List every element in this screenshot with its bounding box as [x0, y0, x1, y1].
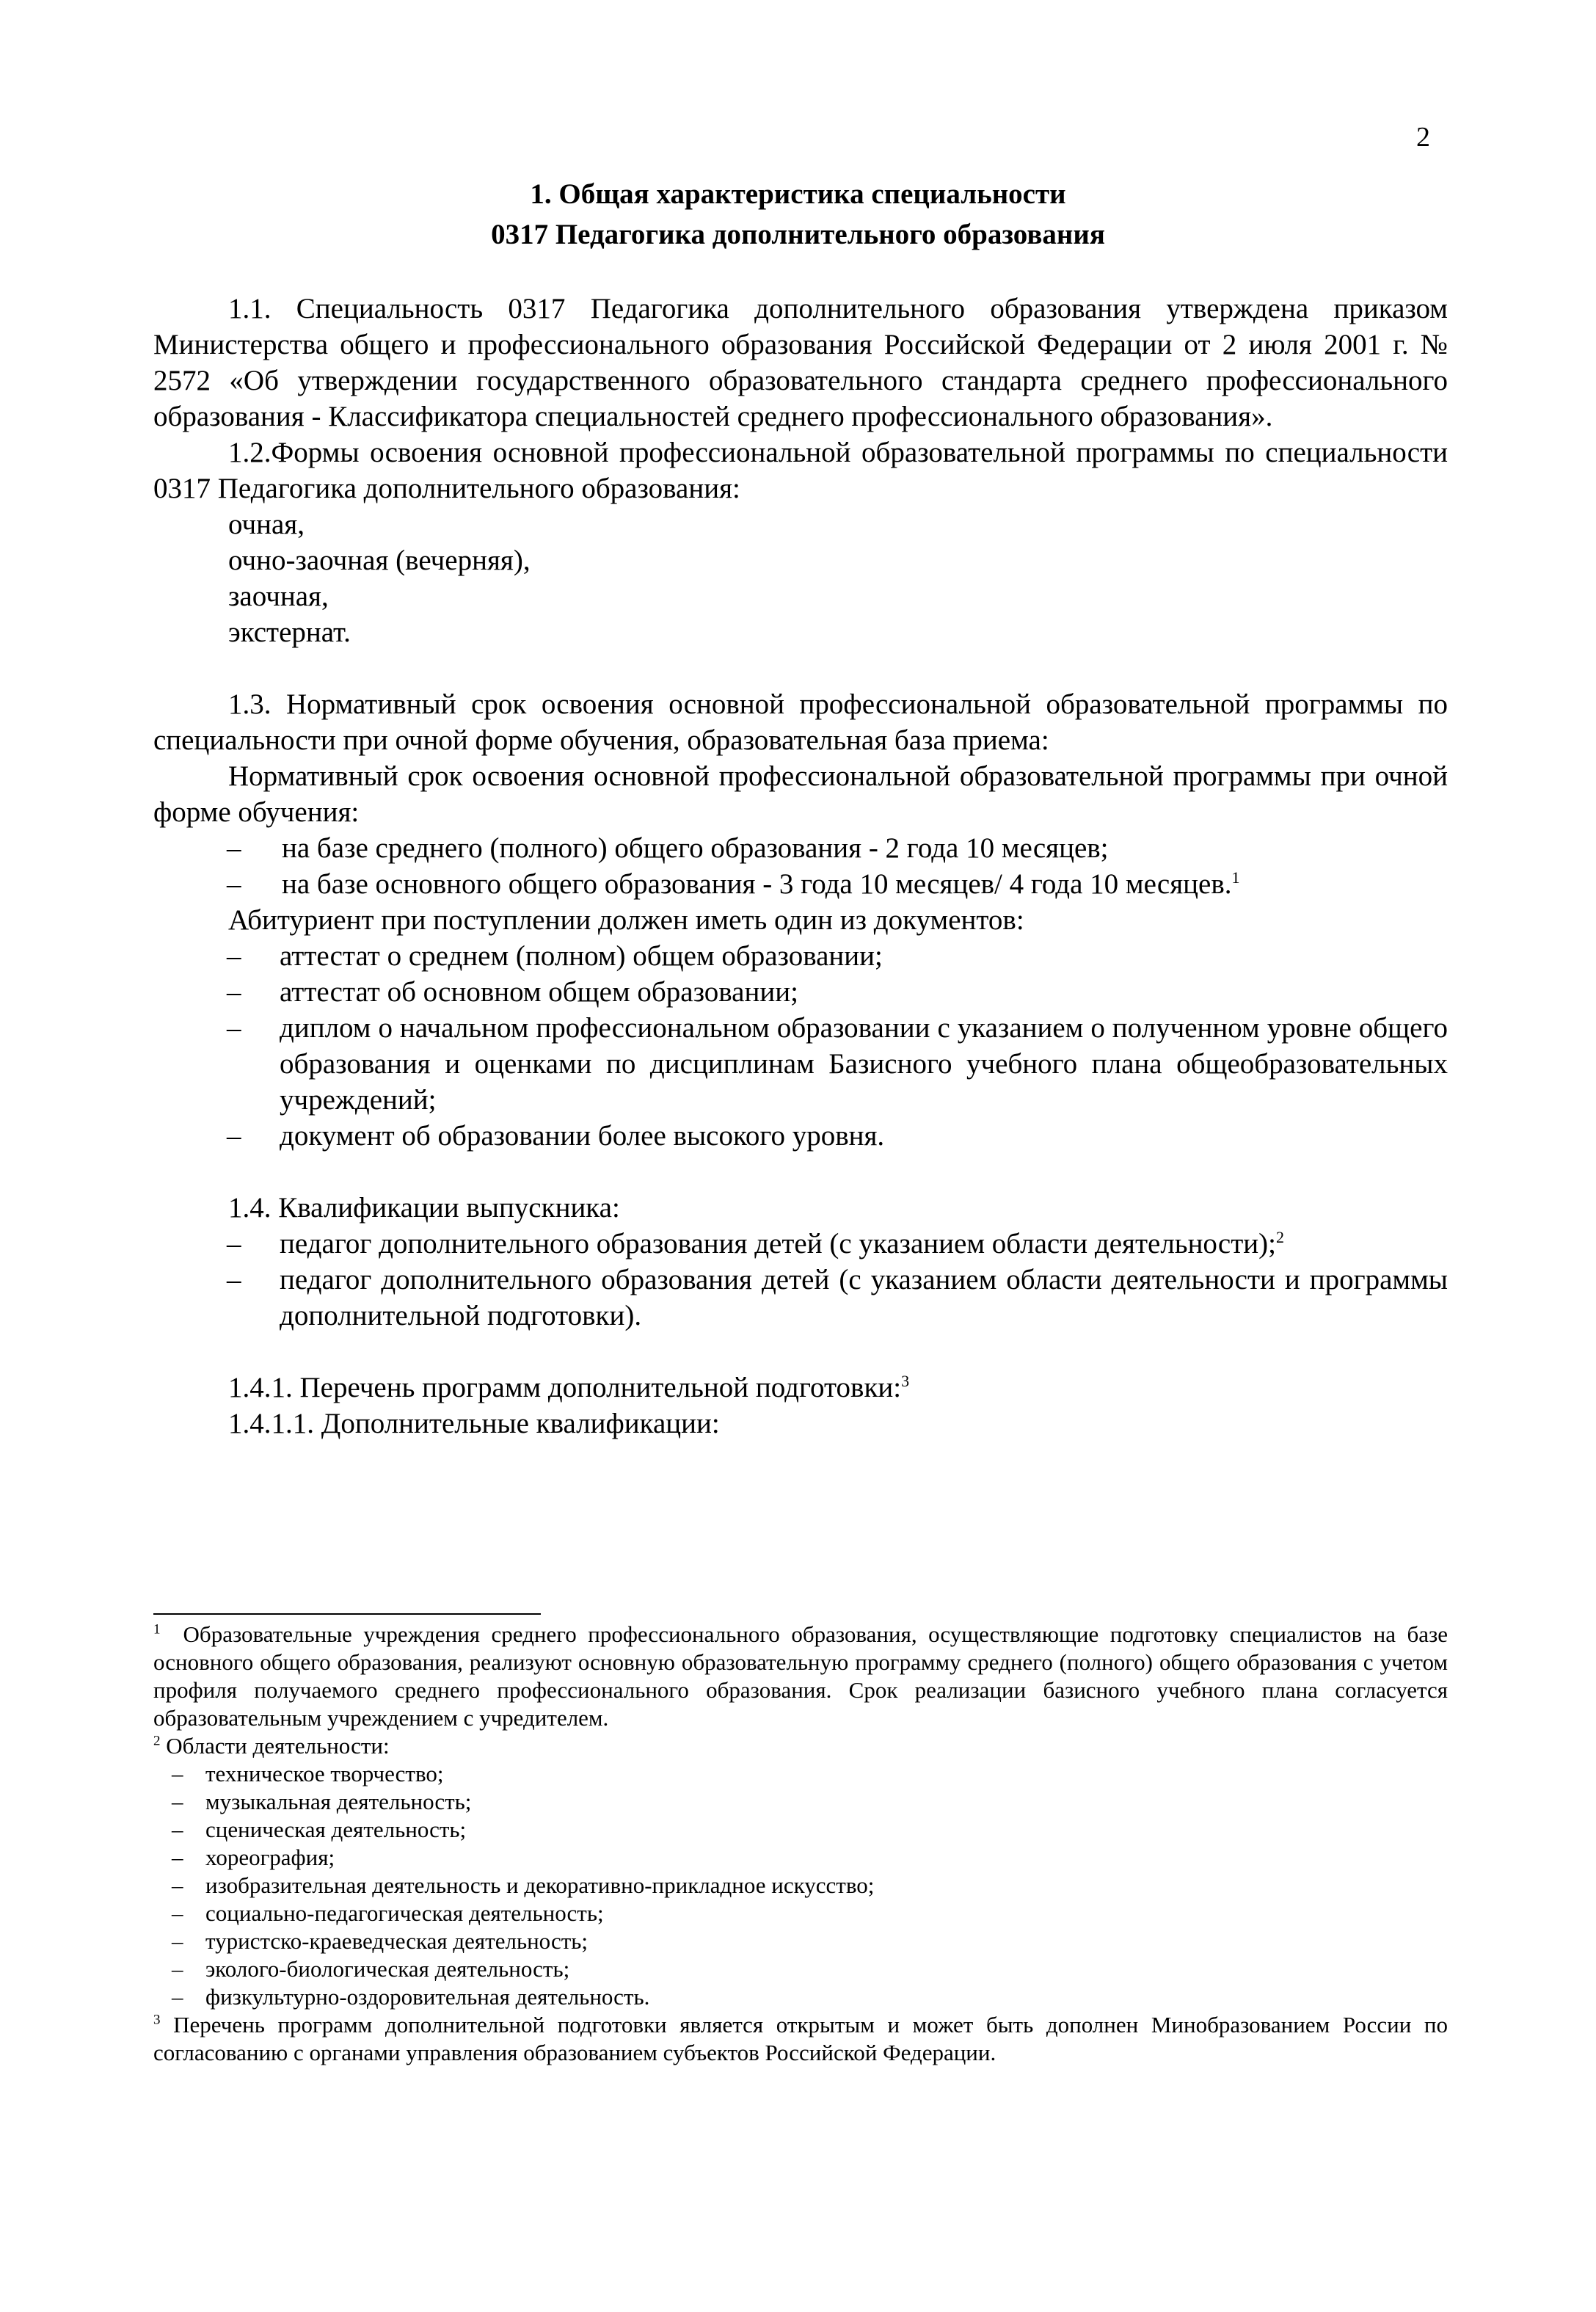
paragraph-1-1: 1.1. Специальность 0317 Педагогика дополнительного образования утверждена приказом Министерства общего и профессионального образования Российской Федерации от 2 июля 2001 г. № 2572 «Об утверждении государственного образовательного стандарта среднего профессионального образования - Классификатора специальностей среднего профессионального образования».	[153, 293, 1448, 432]
dash-marker: –	[172, 1900, 183, 1926]
footnote-ref: 3	[901, 1372, 910, 1390]
activity-area-item	[153, 1816, 1448, 1844]
document-text: диплом о начальном профессиональном образовании с указанием о полученном уровне общего образования и оценками по дисциплинам Базисного учебного плана общеобразовательных учреждений;	[280, 1012, 1448, 1116]
document-text: аттестат о среднем (полном) общем образовании;	[280, 940, 883, 972]
main-text	[153, 291, 1448, 1442]
term-item	[153, 866, 1448, 902]
study-form-item: экстернат.	[228, 617, 351, 648]
footnote-1	[153, 1621, 1448, 1732]
activity-area-text: техническое творчество;	[205, 1761, 444, 1786]
qualification-text: педагог дополнительного образования детей (с указанием области деятельности);	[280, 1228, 1276, 1259]
footnote-3	[153, 2011, 1448, 2067]
blank-line	[153, 650, 1448, 686]
dash-marker: –	[172, 1817, 183, 1842]
activity-area-text: туристско-краеведческая деятельность;	[205, 1928, 589, 1954]
dash-marker: –	[227, 1120, 241, 1152]
document-item	[153, 974, 1448, 1010]
qualification-text: педагог дополнительного образования детей (с указанием области деятельности и программы дополнительной подготовки).	[280, 1264, 1448, 1331]
document-item	[153, 938, 1448, 974]
dash-marker: –	[172, 1928, 183, 1954]
activity-area-text: эколого-биологическая деятельность;	[205, 1956, 570, 1982]
dash-marker: –	[227, 976, 241, 1008]
footnote-ref: 2	[1275, 1228, 1284, 1246]
dash-marker: –	[172, 1984, 183, 2010]
activity-area-item	[153, 1900, 1448, 1927]
activity-area-item	[153, 1955, 1448, 1983]
paragraph-1-4-1-1: 1.4.1.1. Дополнительные квалификации:	[228, 1408, 720, 1439]
page-number: 2	[1416, 122, 1430, 153]
term-text: на базе среднего (полного) общего образования - 2 года 10 месяцев;	[282, 832, 1109, 864]
dash-marker: –	[227, 832, 241, 864]
section-title: 1. Общая характеристика специальности	[530, 178, 1066, 210]
footnotes	[153, 1621, 1448, 2067]
activity-area-text: физкультурно-оздоровительная деятельность.	[205, 1984, 650, 2010]
activity-area-item	[153, 1983, 1448, 2011]
dash-marker: –	[227, 1012, 241, 1044]
activity-area-item	[153, 1844, 1448, 1872]
activity-area-text: социально-педагогическая деятельность;	[205, 1900, 604, 1926]
footnote-mark: 2	[153, 1733, 161, 1749]
dash-marker: –	[227, 1228, 241, 1259]
footnote-3-text: Перечень программ дополнительной подготовки является открытым и может быть дополнен Минобразованием России по согласованию с органами управления образованием субъектов Российской Федерации.	[153, 2012, 1448, 2065]
dash-marker: –	[172, 1761, 183, 1786]
term-item	[153, 830, 1448, 866]
footnote-1-text: Образовательные учреждения среднего профессионального образования, осуществляющие подготовку специалистов на базе основного общего образования, реализуют основную образовательную программу среднего (полного) общего образования с учетом профиля получаемого среднего профессионального образования. Срок реализации базисного учебного плана согласуется образовательным учреждением с учредителем.	[153, 1621, 1448, 1731]
document-item	[153, 1118, 1448, 1154]
dash-marker: –	[172, 1844, 183, 1870]
footnote-2-intro: Области деятельности:	[166, 1733, 390, 1759]
paragraph-1-3-term: Нормативный срок освоения основной профессиональной образовательной программы при очной форме обучения:	[153, 760, 1448, 828]
activity-area-text: изобразительная деятельность и декоративно-прикладное искусство;	[205, 1872, 875, 1898]
paragraph-1-4: 1.4. Квалификации выпускника:	[228, 1192, 620, 1224]
study-form-item: заочная,	[228, 581, 329, 612]
document-text: аттестат об основном общем образовании;	[280, 976, 798, 1008]
activity-area-item	[153, 1788, 1448, 1816]
qualification-item	[153, 1226, 1448, 1262]
paragraph-1-4-1	[153, 1370, 1448, 1406]
blank-line	[153, 1334, 1448, 1370]
study-form-item: очная,	[228, 509, 305, 540]
paragraph-1-2: 1.2.Формы освоения основной профессиональной образовательной программы по специальности 0317 Педагогика дополнительного образования:	[153, 437, 1448, 504]
activity-area-text: сценическая деятельность;	[205, 1817, 467, 1842]
activity-area-item	[153, 1872, 1448, 1900]
footnote-mark: 1	[153, 1621, 161, 1637]
footnote-ref: 1	[1231, 868, 1240, 887]
dash-marker: –	[172, 1872, 183, 1898]
study-forms-list	[153, 506, 1448, 650]
activity-area-item	[153, 1760, 1448, 1788]
dash-marker: –	[172, 1956, 183, 1982]
dash-marker: –	[227, 868, 241, 900]
term-text: на базе основного общего образования - 3 года 10 месяцев/ 4 года 10 месяцев.	[282, 868, 1232, 900]
activity-area-item	[153, 1927, 1448, 1955]
activity-area-text: музыкальная деятельность;	[205, 1789, 472, 1814]
footnote-separator	[153, 1613, 541, 1615]
activity-area-text: хореография;	[205, 1844, 335, 1870]
study-form-item: очно-заочная (вечерняя),	[228, 545, 531, 576]
paragraph-1-3: 1.3. Нормативный срок освоения основной профессиональной образовательной программы по специальности при очной форме обучения, образовательная база приема:	[153, 688, 1448, 756]
blank-line	[153, 1154, 1448, 1190]
specialty-title: 0317 Педагогика дополнительного образования	[491, 219, 1105, 250]
documents-intro: Абитуриент при поступлении должен иметь один из документов:	[228, 904, 1024, 936]
dash-marker: –	[227, 1264, 241, 1295]
programs-heading: 1.4.1. Перечень программ дополнительной подготовки:	[228, 1372, 902, 1403]
document-text: документ об образовании более высокого уровня.	[280, 1120, 885, 1152]
document-item	[153, 1010, 1448, 1118]
dash-marker: –	[227, 940, 241, 972]
footnote-2	[153, 1732, 1448, 1760]
qualification-item	[153, 1262, 1448, 1334]
dash-marker: –	[172, 1789, 183, 1814]
footnote-mark: 3	[153, 2012, 161, 2028]
